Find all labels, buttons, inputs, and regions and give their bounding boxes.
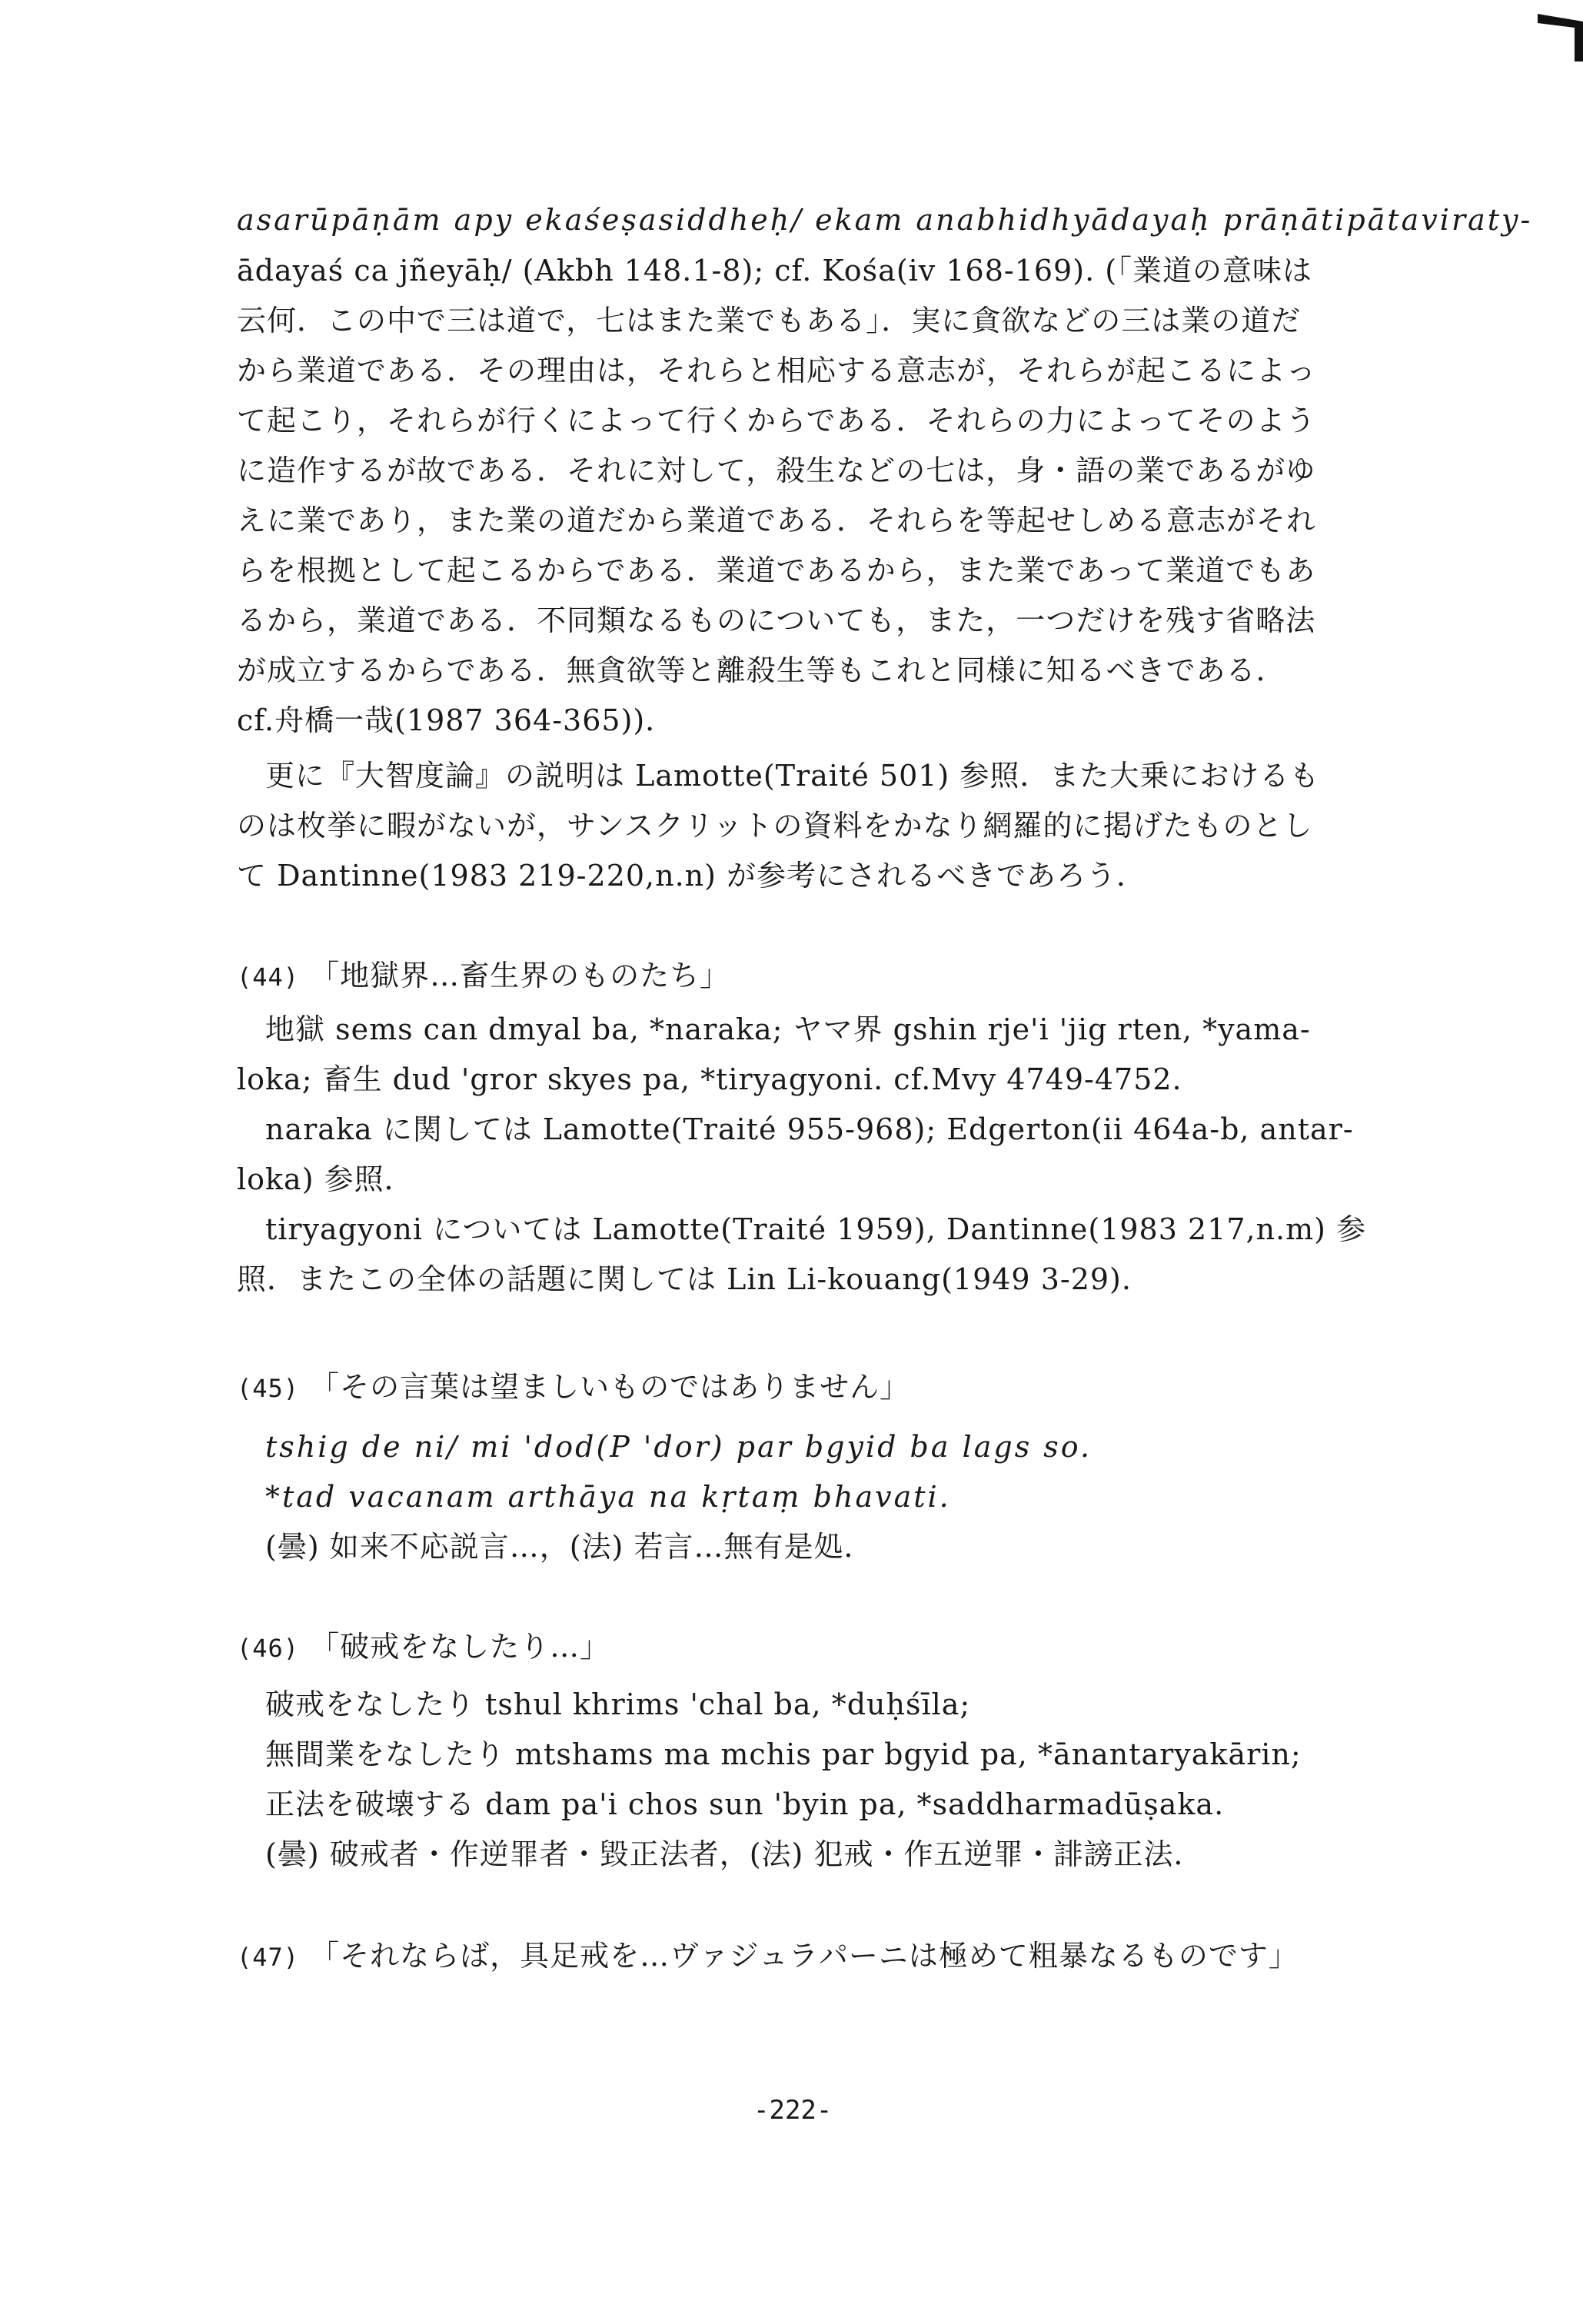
- akbh-line-5: て起こり，それらが行くによって行くからである．それらの力によってそのよう: [237, 404, 1316, 437]
- note-44-title: 「地獄界…畜生界のものたち」: [310, 959, 730, 992]
- akbh-line-2: ādayaś ca jñeyāḥ/ (Akbh 148.1-8); cf. Kośa(iv 168-169). (「業道の意味は: [237, 254, 1313, 288]
- further-line-3: て Dantinne(1983 219-220,n.n) が参考にされるべきであろう．: [237, 859, 1147, 893]
- note-46-label: (46): [237, 1634, 300, 1663]
- note-46-line-3: 正法を破壊する dam pa'i chos sun 'byin pa, *saddharmadūṣaka.: [265, 1787, 1225, 1821]
- akbh-line-3: 云何．この中で三は道で，七はまた業でもある」．実に貪欲などの三は業の道だ: [237, 304, 1302, 337]
- note-44-line-3: naraka に関しては Lamotte(Traité 955-968); Edgerton(ii 464a-b, antar-: [265, 1112, 1354, 1146]
- note-47-label: (47): [237, 1943, 300, 1972]
- note-45-line-1: tshig de ni/ mi 'dod(P 'dor) par bgyid ba lags so.: [265, 1430, 1092, 1464]
- note-46-heading: [237, 1628, 610, 1667]
- note-45-line-2: *tad vacanam arthāya na kṛtaṃ bhavati.: [265, 1480, 951, 1514]
- further-line-2: のは枚挙に暇がないが，サンスクリットの資料をかなり網羅的に掲げたものとし: [237, 809, 1313, 843]
- akbh-line-8: らを根拠として起こるからである．業道であるから，また業であって業道でもあ: [237, 554, 1316, 587]
- further-line-1: 更に『大智度論』の説明は Lamotte(Traité 501) 参照．また大乗におけるも: [265, 759, 1320, 793]
- note-46-title: 「破戒をなしたり…」: [310, 1630, 610, 1664]
- akbh-line-7: えに業であり，また業の道だから業道である．それらを等起せしめる意志がそれ: [237, 504, 1317, 537]
- note-44-line-5: tiryagyoni については Lamotte(Traité 1959), Dantinne(1983 217,n.m) 参: [265, 1212, 1367, 1246]
- note-45-label: (45): [237, 1374, 300, 1403]
- akbh-line-9: るから，業道である．不同類なるものについても，また，一つだけを残す省略法: [237, 603, 1316, 637]
- corner-bracket-icon: [1538, 0, 1583, 62]
- akbh-line-1: asarūpāṇām apy ekaśeṣasiddheḥ/ ekam anabhidhyādayaḥ prāṇātipātaviraty-: [237, 203, 1533, 237]
- note-45-line-3: (曇) 如来不応説言…，(法) 若言…無有是処．: [265, 1530, 874, 1564]
- note-46-line-4: (曇) 破戒者・作逆罪者・毀正法者，(法) 犯戒・作五逆罪・誹謗正法．: [265, 1837, 1204, 1871]
- note-46-line-2: 無間業をなしたり mtshams ma mchis par bgyid pa, *ānantaryakārin;: [265, 1737, 1302, 1771]
- note-45-title: 「その言葉は望ましいものではありません」: [310, 1370, 910, 1404]
- note-44-label: (44): [237, 963, 300, 992]
- akbh-line-4: から業道である．その理由は，それらと相応する意志が，それらが起こるによっ: [237, 354, 1317, 387]
- akbh-line-6: に造作するが故である．それに対して，殺生などの七は，身・語の業であるがゆ: [237, 454, 1316, 487]
- note-45-heading: [237, 1368, 910, 1407]
- note-44-line-6: 照．またこの全体の話題に関しては Lin Li-kouang(1949 3-29).: [237, 1262, 1132, 1296]
- akbh-line-11: cf.舟橋一哉(1987 364-365))．: [237, 703, 676, 737]
- akbh-line-10: が成立するからである．無貪欲等と離殺生等もこれと同様に知るべきである．: [237, 653, 1286, 687]
- note-44-line-4: loka) 参照．: [237, 1162, 414, 1196]
- note-47-title: 「それならば，具足戒を…ヴァジュラパーニは極めて粗暴なるものです」: [310, 1939, 1299, 1973]
- page-number: -222-: [753, 2095, 833, 2126]
- note-44-heading: [237, 957, 730, 996]
- note-44-line-2: loka; 畜生 dud 'gror skyes pa, *tiryagyoni. cf.Mvy 4749-4752.: [237, 1062, 1182, 1096]
- note-47-heading: [237, 1937, 1299, 1976]
- note-46-line-1: 破戒をなしたり tshul khrims 'chal ba, *duḥśīla;: [265, 1687, 971, 1721]
- note-44-line-1: 地獄 sems can dmyal ba, *naraka; ヤマ界 gshin rje'i 'jig rten, *yama-: [265, 1012, 1311, 1046]
